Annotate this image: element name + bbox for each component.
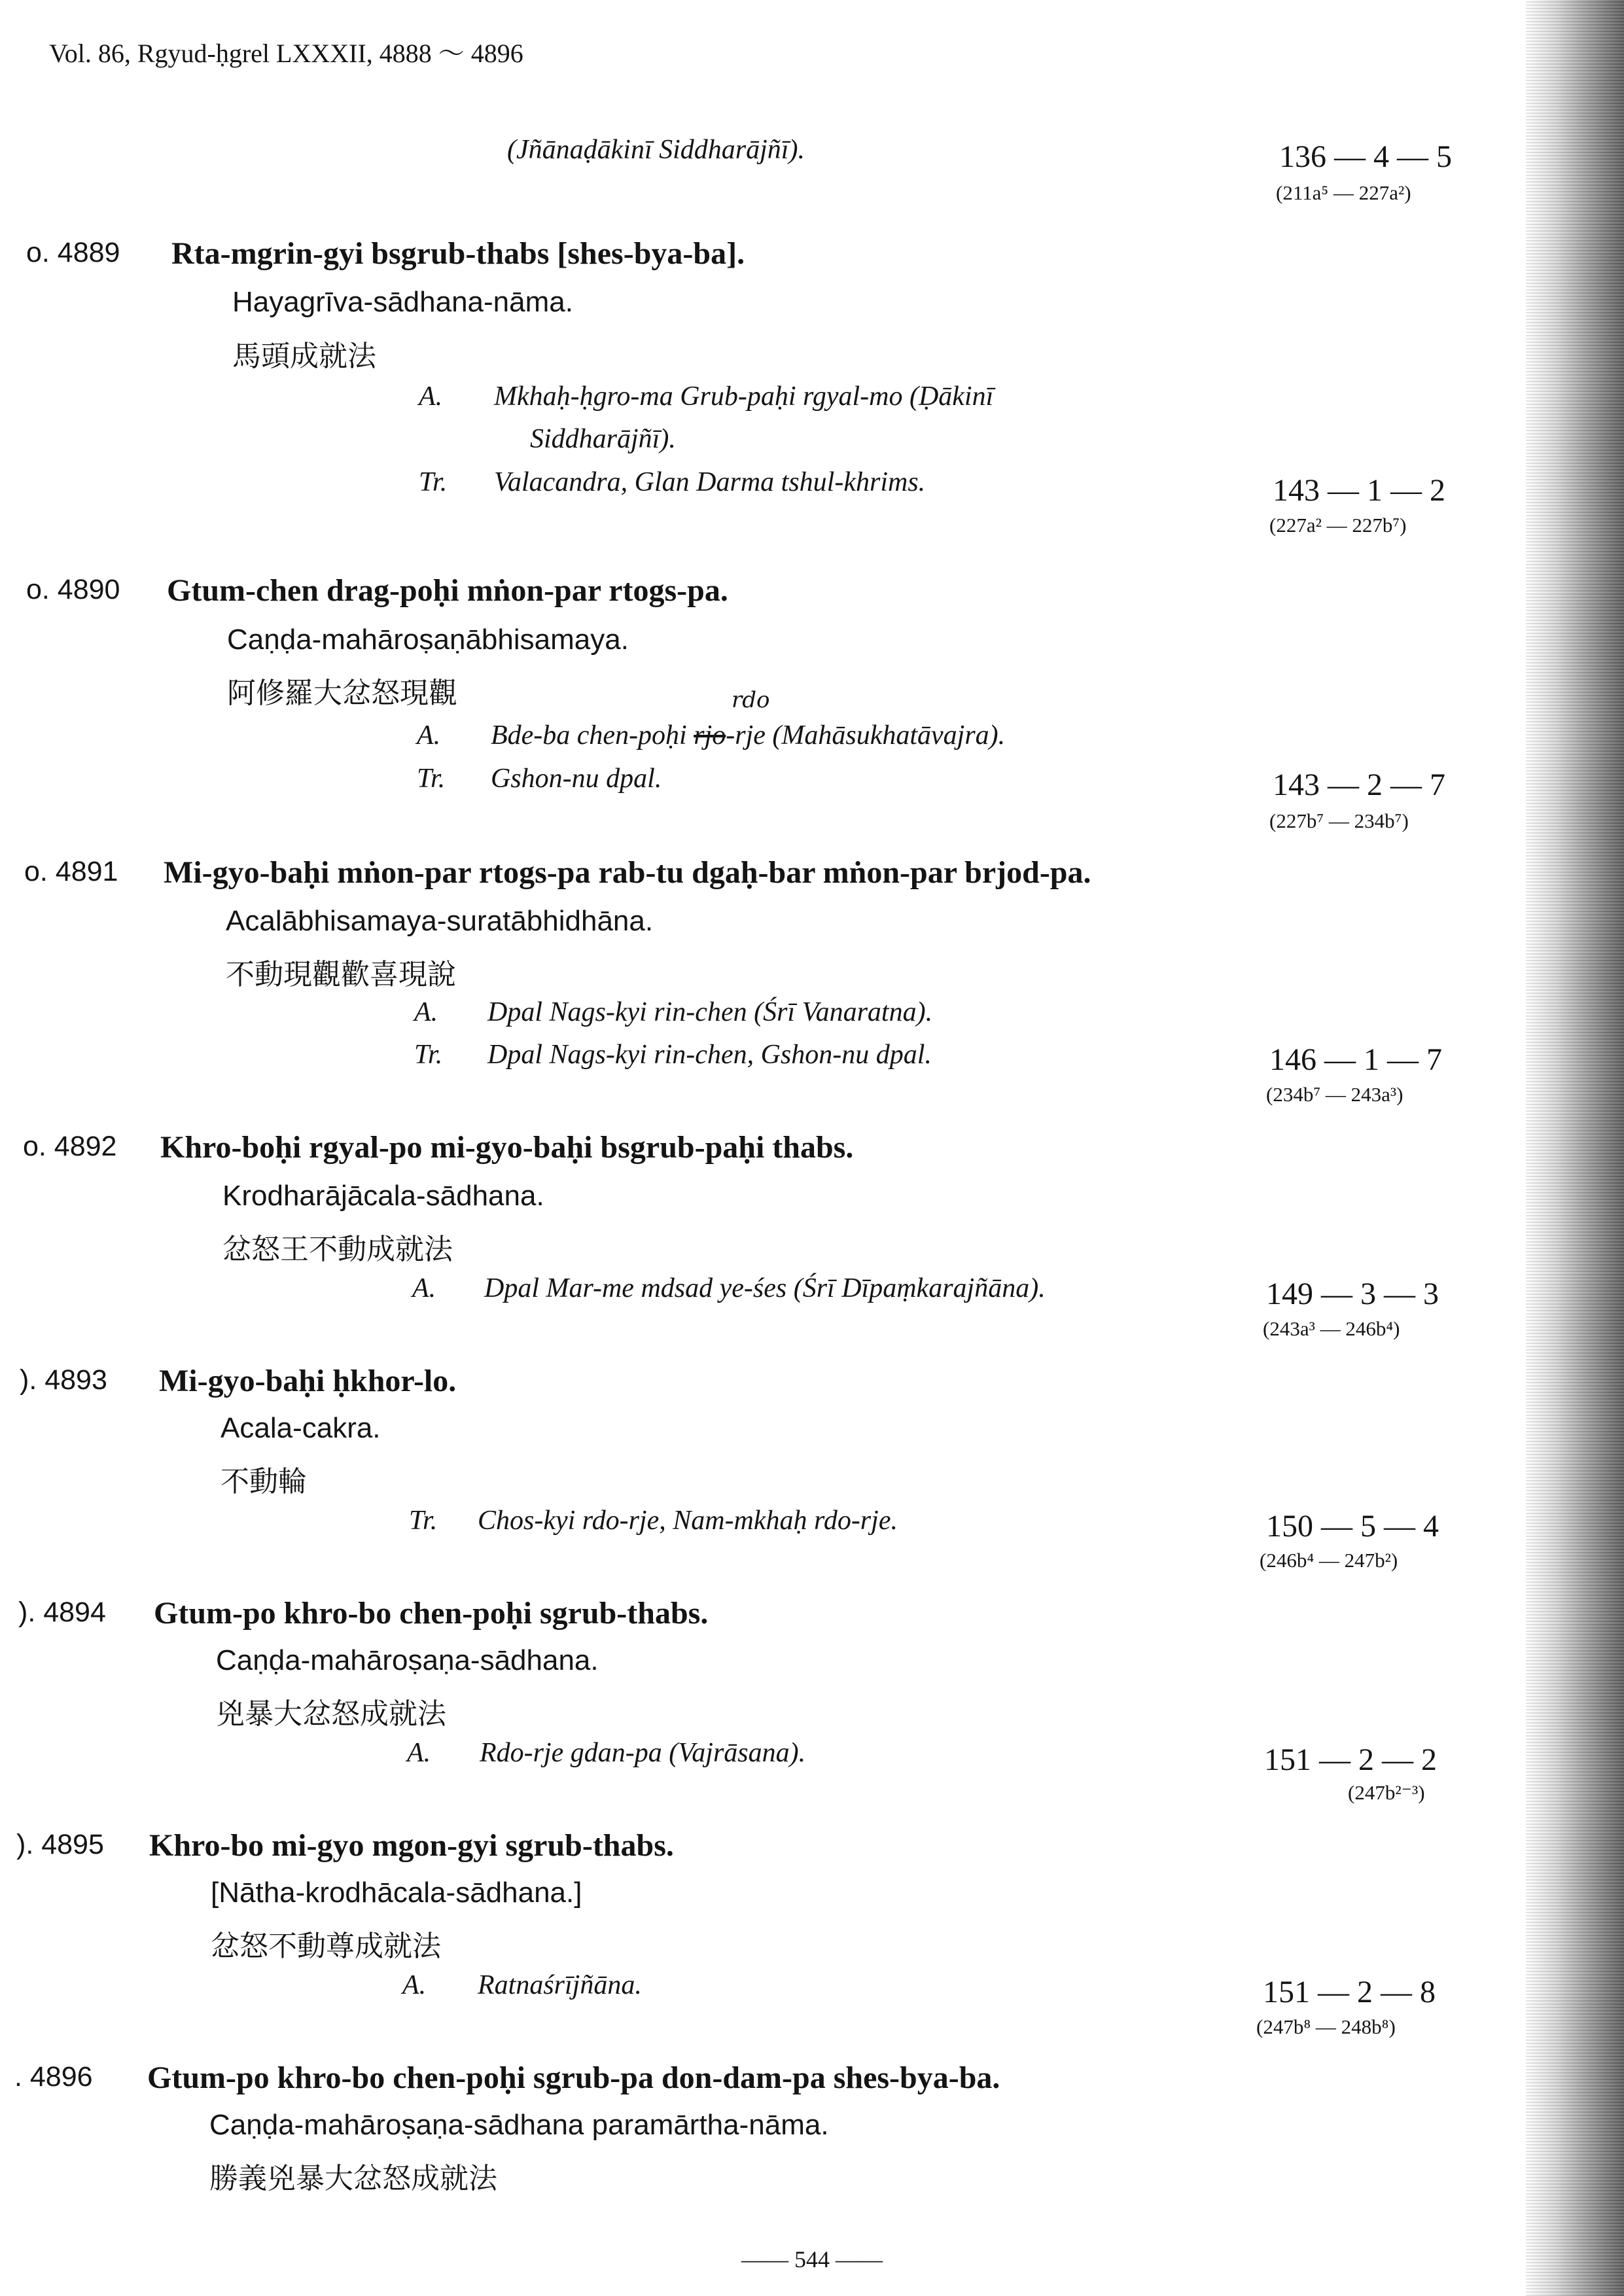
entry-number: o. 4889 [26, 237, 120, 268]
entry-folio: (234b⁷ — 243a³) [1266, 1083, 1403, 1106]
handwritten-note: rdo [732, 687, 770, 713]
entry-folio: (227b⁷ — 234b⁷) [1269, 809, 1409, 832]
author-line: Mkhaḥ-ḥgro-ma Grub-paḥi rgyal-mo (Ḍākinī [494, 381, 994, 412]
author-line-start: Bde-ba chen-poḥi [491, 720, 694, 751]
author-role: A. [402, 1970, 427, 2000]
entry-title: Khro-bo mi-gyo mgon-gyi sgrub-thabs. [149, 1828, 674, 1863]
entry-title: Gtum-po khro-bo chen-poḥi sgrub-pa don-dam-pa shes-bya-ba. [147, 2060, 1000, 2095]
scan-edge-shadow [1526, 0, 1624, 2296]
entry-sanskrit: Hayagrīva-sādhana-nāma. [232, 286, 573, 318]
entry-sanskrit: Acala-cakra. [221, 1412, 381, 1444]
author-line: Dpal Mar-me mdsad ye-śes (Śrī Dīpaṃkarajñāna). [484, 1273, 1046, 1303]
author-role: A. [412, 1273, 436, 1303]
entry-chinese: 兇暴大忿怒成就法 [216, 1697, 446, 1731]
entry-sanskrit: Acalābhisamaya-suratābhidhāna. [226, 905, 654, 937]
intro-ref: 136 — 4 — 5 [1279, 139, 1452, 174]
entry-title: Mi-gyo-baḥi mṅon-par rtogs-pa rab-tu dgaḥ-bar mṅon-par brjod-pa. [164, 855, 1091, 890]
entry-chinese: 忿怒王不動成就法 [222, 1233, 453, 1266]
translator-role: Tr. [409, 1506, 438, 1536]
author-role: A. [407, 1738, 431, 1768]
author-role: A. [419, 381, 443, 412]
entry-title: Gtum-po khro-bo chen-poḥi sgrub-thabs. [154, 1596, 709, 1631]
translator-line: Valacandra, Glan Darma tshul-khrims. [494, 467, 926, 497]
entry-number: o. 4892 [23, 1131, 117, 1162]
entry-ref: 149 — 3 — 3 [1266, 1277, 1439, 1311]
author-role: A. [417, 720, 441, 751]
translator-line: Gshon-nu dpal. [491, 764, 662, 794]
translator-role: Tr. [417, 764, 446, 794]
entry-number: o. 4891 [24, 856, 118, 887]
entry-number: ). 4893 [20, 1364, 107, 1396]
entry-ref: 143 — 2 — 7 [1273, 768, 1445, 802]
entry-chinese: 不動現觀歡喜現說 [226, 958, 456, 991]
entry-ref: 146 — 1 — 7 [1269, 1042, 1442, 1077]
entry-title: Khro-boḥi rgyal-po mi-gyo-baḥi bsgrub-paḥi thabs. [160, 1130, 854, 1165]
page-header: Vol. 86, Rgyud-ḥgrel LXXXII, 4888 ～ 4896 [49, 39, 523, 68]
entry-chinese: 阿修羅大忿怒現觀 [227, 677, 457, 710]
entry-folio: (247b²⁻³) [1348, 1781, 1425, 1804]
page-number: —— 544 —— [741, 2246, 883, 2272]
entry-sanskrit: Caṇḍa-mahāroṣaṇābhisamaya. [227, 624, 629, 656]
author-line: Ratnaśrījñāna. [478, 1970, 642, 2000]
entry-sanskrit: Caṇḍa-mahāroṣaṇa-sādhana paramārtha-nāma. [209, 2109, 829, 2141]
entry-number: . 4896 [14, 2061, 93, 2093]
entry-number: ). 4894 [18, 1597, 106, 1628]
entry-title: Mi-gyo-baḥi ḥkhor-lo. [159, 1364, 457, 1398]
translator-line: Chos-kyi rdo-rje, Nam-mkhaḥ rdo-rje. [478, 1506, 898, 1536]
entry-folio: (243a³ — 246b⁴) [1263, 1317, 1400, 1340]
author-line: Rdo-rje gdan-pa (Vajrāsana). [480, 1738, 806, 1768]
entry-sanskrit: Krodharājācala-sādhana. [222, 1180, 544, 1212]
author-line-cont: Siddharājñī). [530, 424, 676, 454]
entry-ref: 143 — 1 — 2 [1273, 473, 1445, 508]
entry-chinese: 勝義兇暴大忿怒成就法 [209, 2162, 497, 2195]
entry-ref: 150 — 5 — 4 [1266, 1509, 1439, 1544]
entry-number: o. 4890 [26, 574, 120, 605]
author-line: Dpal Nags-kyi rin-chen (Śrī Vanaratna). [487, 997, 933, 1027]
author-line [491, 720, 1005, 751]
entry-folio: (227a² — 227b⁷) [1269, 514, 1407, 537]
intro-author-line: (Jñānaḍākinī Siddharājñī). [507, 135, 805, 165]
author-line-end: -rje (Mahāsukhatāvajra). [726, 720, 1006, 751]
entry-folio: (247b⁸ — 248b⁸) [1256, 2015, 1396, 2038]
entry-number: ). 4895 [16, 1829, 104, 1860]
entry-chinese: 忿怒不動尊成就法 [211, 1930, 441, 1963]
entry-folio: (246b⁴ — 247b²) [1260, 1549, 1398, 1572]
entry-sanskrit: [Nātha-krodhācala-sādhana.] [211, 1877, 582, 1909]
intro-folio: (211a⁵ — 227a²) [1276, 181, 1411, 204]
translator-role: Tr. [414, 1040, 443, 1070]
translator-line: Dpal Nags-kyi rin-chen, Gshon-nu dpal. [487, 1040, 932, 1070]
entry-sanskrit: Caṇḍa-mahāroṣaṇa-sādhana. [216, 1644, 599, 1676]
entry-chinese: 不動輪 [221, 1465, 307, 1498]
struck-text: rjo [694, 720, 726, 751]
entry-chinese: 馬頭成就法 [232, 340, 376, 373]
translator-role: Tr. [419, 467, 448, 497]
entry-ref: 151 — 2 — 8 [1263, 1975, 1436, 2009]
entry-ref: 151 — 2 — 2 [1264, 1742, 1437, 1777]
entry-title: Rta-mgrin-gyi bsgrub-thabs [shes-bya-ba]. [171, 236, 745, 271]
entry-title: Gtum-chen drag-poḥi mṅon-par rtogs-pa. [167, 573, 728, 608]
author-role: A. [414, 997, 438, 1027]
